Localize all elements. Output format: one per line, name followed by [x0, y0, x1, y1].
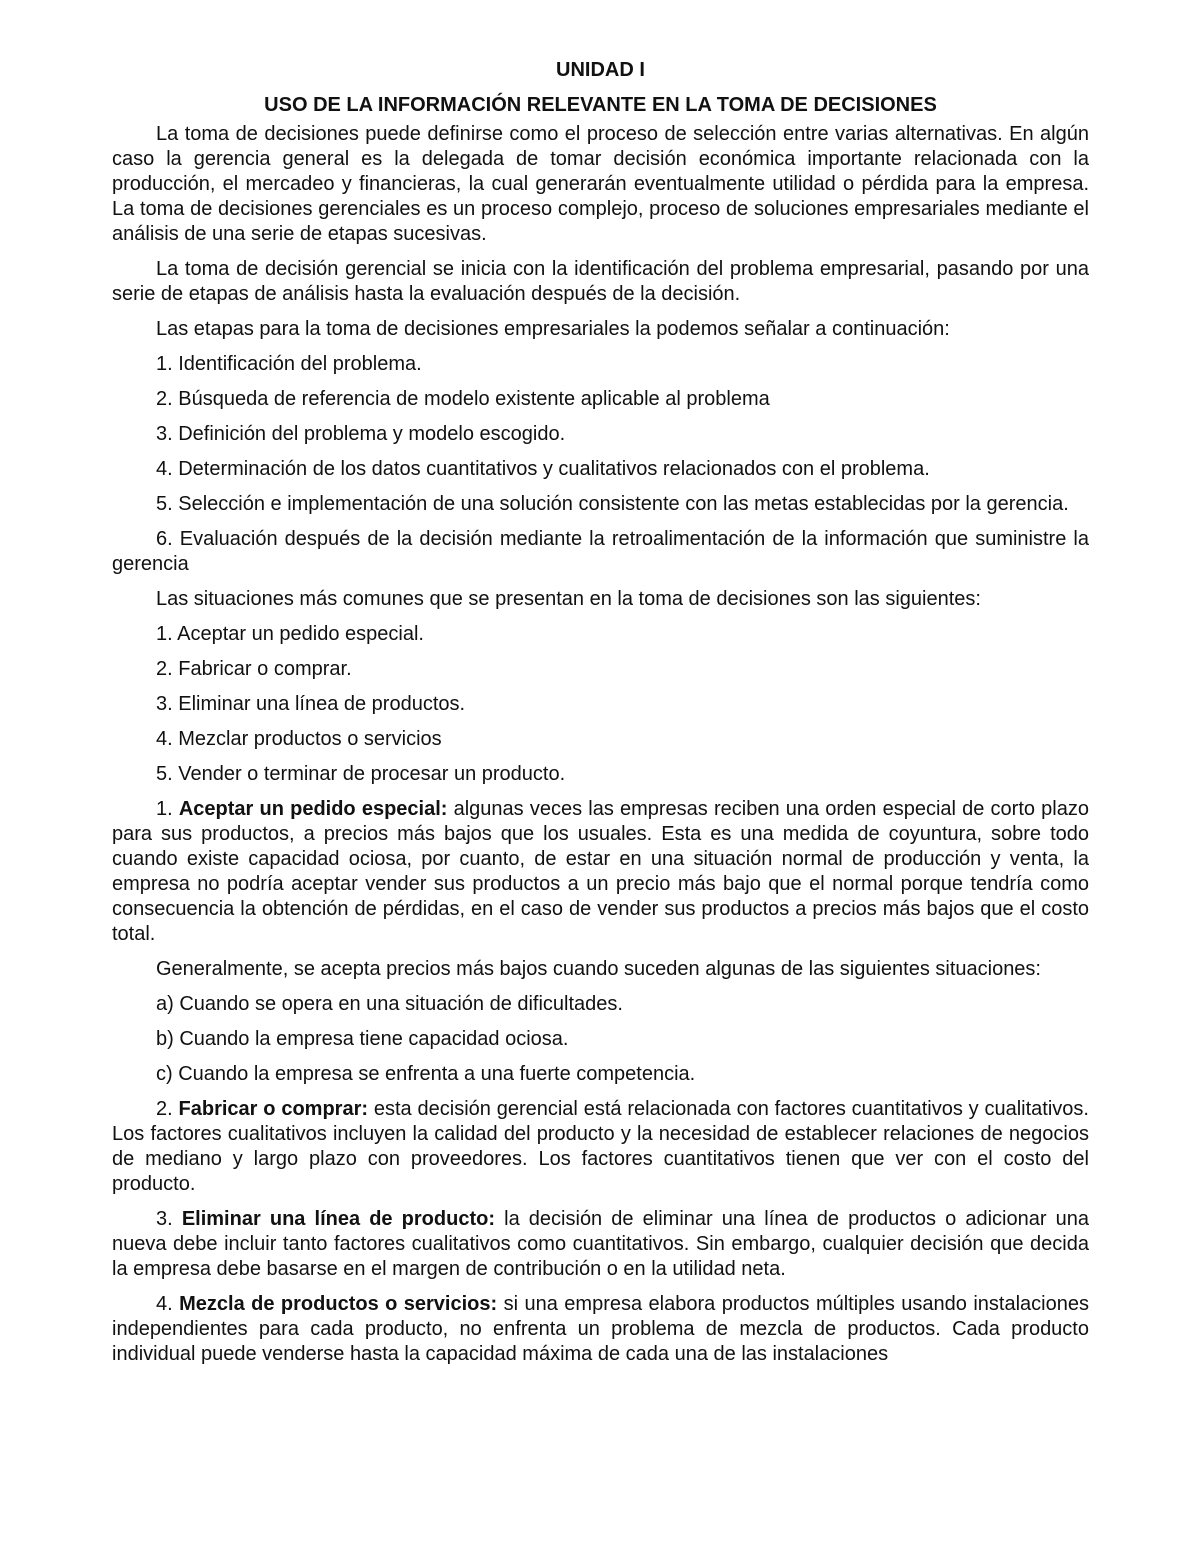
stages-intro: Las etapas para la toma de decisiones empresariales la podemos señalar a continuación:	[156, 318, 950, 340]
main-title: USO DE LA INFORMACIÓN RELEVANTE EN LA TOMA DE DECISIONES	[264, 94, 937, 116]
section-3-text: la decisión de eliminar una línea de productos o adicionar una nueva debe incluir tanto factores cualitativos como cuantitativos. Sin embargo, cualquier decisión que decida la empresa debe basarse en el margen de contribución o en la utilidad neta.	[112, 1208, 1089, 1280]
section-3-heading: Eliminar una línea de producto:	[181, 1208, 495, 1230]
stage-item: 4. Determinación de los datos cuantitativos y cualitativos relacionados con el problema.	[156, 458, 930, 480]
section-2-paragraph	[112, 1097, 1089, 1197]
document-page	[112, 56, 1089, 1377]
section-1-heading: Aceptar un pedido especial:	[178, 798, 448, 820]
intro-paragraph-1: La toma de decisiones puede definirse como el proceso de selección entre varias alternativas. En algún caso la gerencia general es la delegada de tomar decisión económica importante relacionada con la producción, el mercadeo y financieras, la cual generarán eventualmente utilidad o pérdida para la empresa. La toma de decisiones gerenciales es un proceso complejo, proceso de soluciones empresariales mediante el análisis de una serie de etapas sucesivas.	[112, 123, 1089, 245]
section-1-text: algunas veces las empresas reciben una orden especial de corto plazo para sus productos, a precios más bajos que los usuales. Esta es una medida de coyuntura, sobre todo cuando existe capacidad ociosa, por cuanto, de estar en una situación normal de producción y venta, la empresa no podría aceptar vender sus productos a un precio más bajo que el normal porque tendría como consecuencia la obtención de pérdidas, en el caso de vender sus productos a precios más bajos que el costo total.	[112, 798, 1089, 945]
condition-item: c) Cuando la empresa se enfrenta a una fuerte competencia.	[156, 1063, 696, 1085]
stage-item: 6. Evaluación después de la decisión mediante la retroalimentación de la información que suministre la gerencia	[112, 528, 1089, 575]
situation-item: 4. Mezclar productos o servicios	[156, 728, 442, 750]
situation-item: 5. Vender o terminar de procesar un producto.	[156, 763, 566, 785]
stage-item: 3. Definición del problema y modelo escogido.	[156, 423, 566, 445]
section-4-text: si una empresa elabora productos múltiples usando instalaciones independientes para cada producto, no enfrenta un problema de mezcla de productos. Cada producto individual puede venderse hasta la capacidad máxima de cada una de las instalaciones	[112, 1293, 1089, 1365]
situation-item: 1. Aceptar un pedido especial.	[156, 623, 424, 645]
section-4-number: 4.	[156, 1293, 180, 1315]
section-2-text: esta decisión gerencial está relacionada con factores cuantitativos y cualitativos. Los factores cualitativos incluyen la calidad del producto y la necesidad de establecer relaciones de negocios de mediano y largo plazo con proveedores. Los factores cuantitativos tienen que ver con el costo del producto.	[112, 1098, 1089, 1195]
situations-intro: Las situaciones más comunes que se presentan en la toma de decisiones son las siguientes:	[156, 588, 981, 610]
general-intro: Generalmente, se acepta precios más bajos cuando suceden algunas de las siguientes situaciones:	[156, 958, 1041, 980]
situation-item: 3. Eliminar una línea de productos.	[156, 693, 466, 715]
intro-paragraph-2: La toma de decisión gerencial se inicia con la identificación del problema empresarial, pasando por una serie de etapas de análisis hasta la evaluación después de la decisión.	[112, 258, 1089, 305]
section-2-number: 2.	[156, 1098, 179, 1120]
section-3-paragraph	[112, 1207, 1089, 1282]
section-3-number: 3.	[156, 1208, 182, 1230]
situation-item: 2. Fabricar o comprar.	[156, 658, 352, 680]
section-4-heading: Mezcla de productos o servicios:	[179, 1293, 498, 1315]
condition-item: b) Cuando la empresa tiene capacidad ociosa.	[156, 1028, 569, 1050]
condition-item: a) Cuando se opera en una situación de dificultades.	[156, 993, 623, 1015]
unit-title: UNIDAD I	[556, 59, 645, 81]
section-4-paragraph	[112, 1292, 1089, 1367]
section-1-paragraph	[112, 797, 1089, 947]
stage-item: 2. Búsqueda de referencia de modelo existente aplicable al problema	[156, 388, 770, 410]
section-1-number: 1.	[156, 798, 179, 820]
stage-item: 1. Identificación del problema.	[156, 353, 422, 375]
section-2-heading: Fabricar o comprar:	[178, 1098, 369, 1120]
stage-item: 5. Selección e implementación de una solución consistente con las metas establecidas por la gerencia.	[156, 493, 1069, 515]
